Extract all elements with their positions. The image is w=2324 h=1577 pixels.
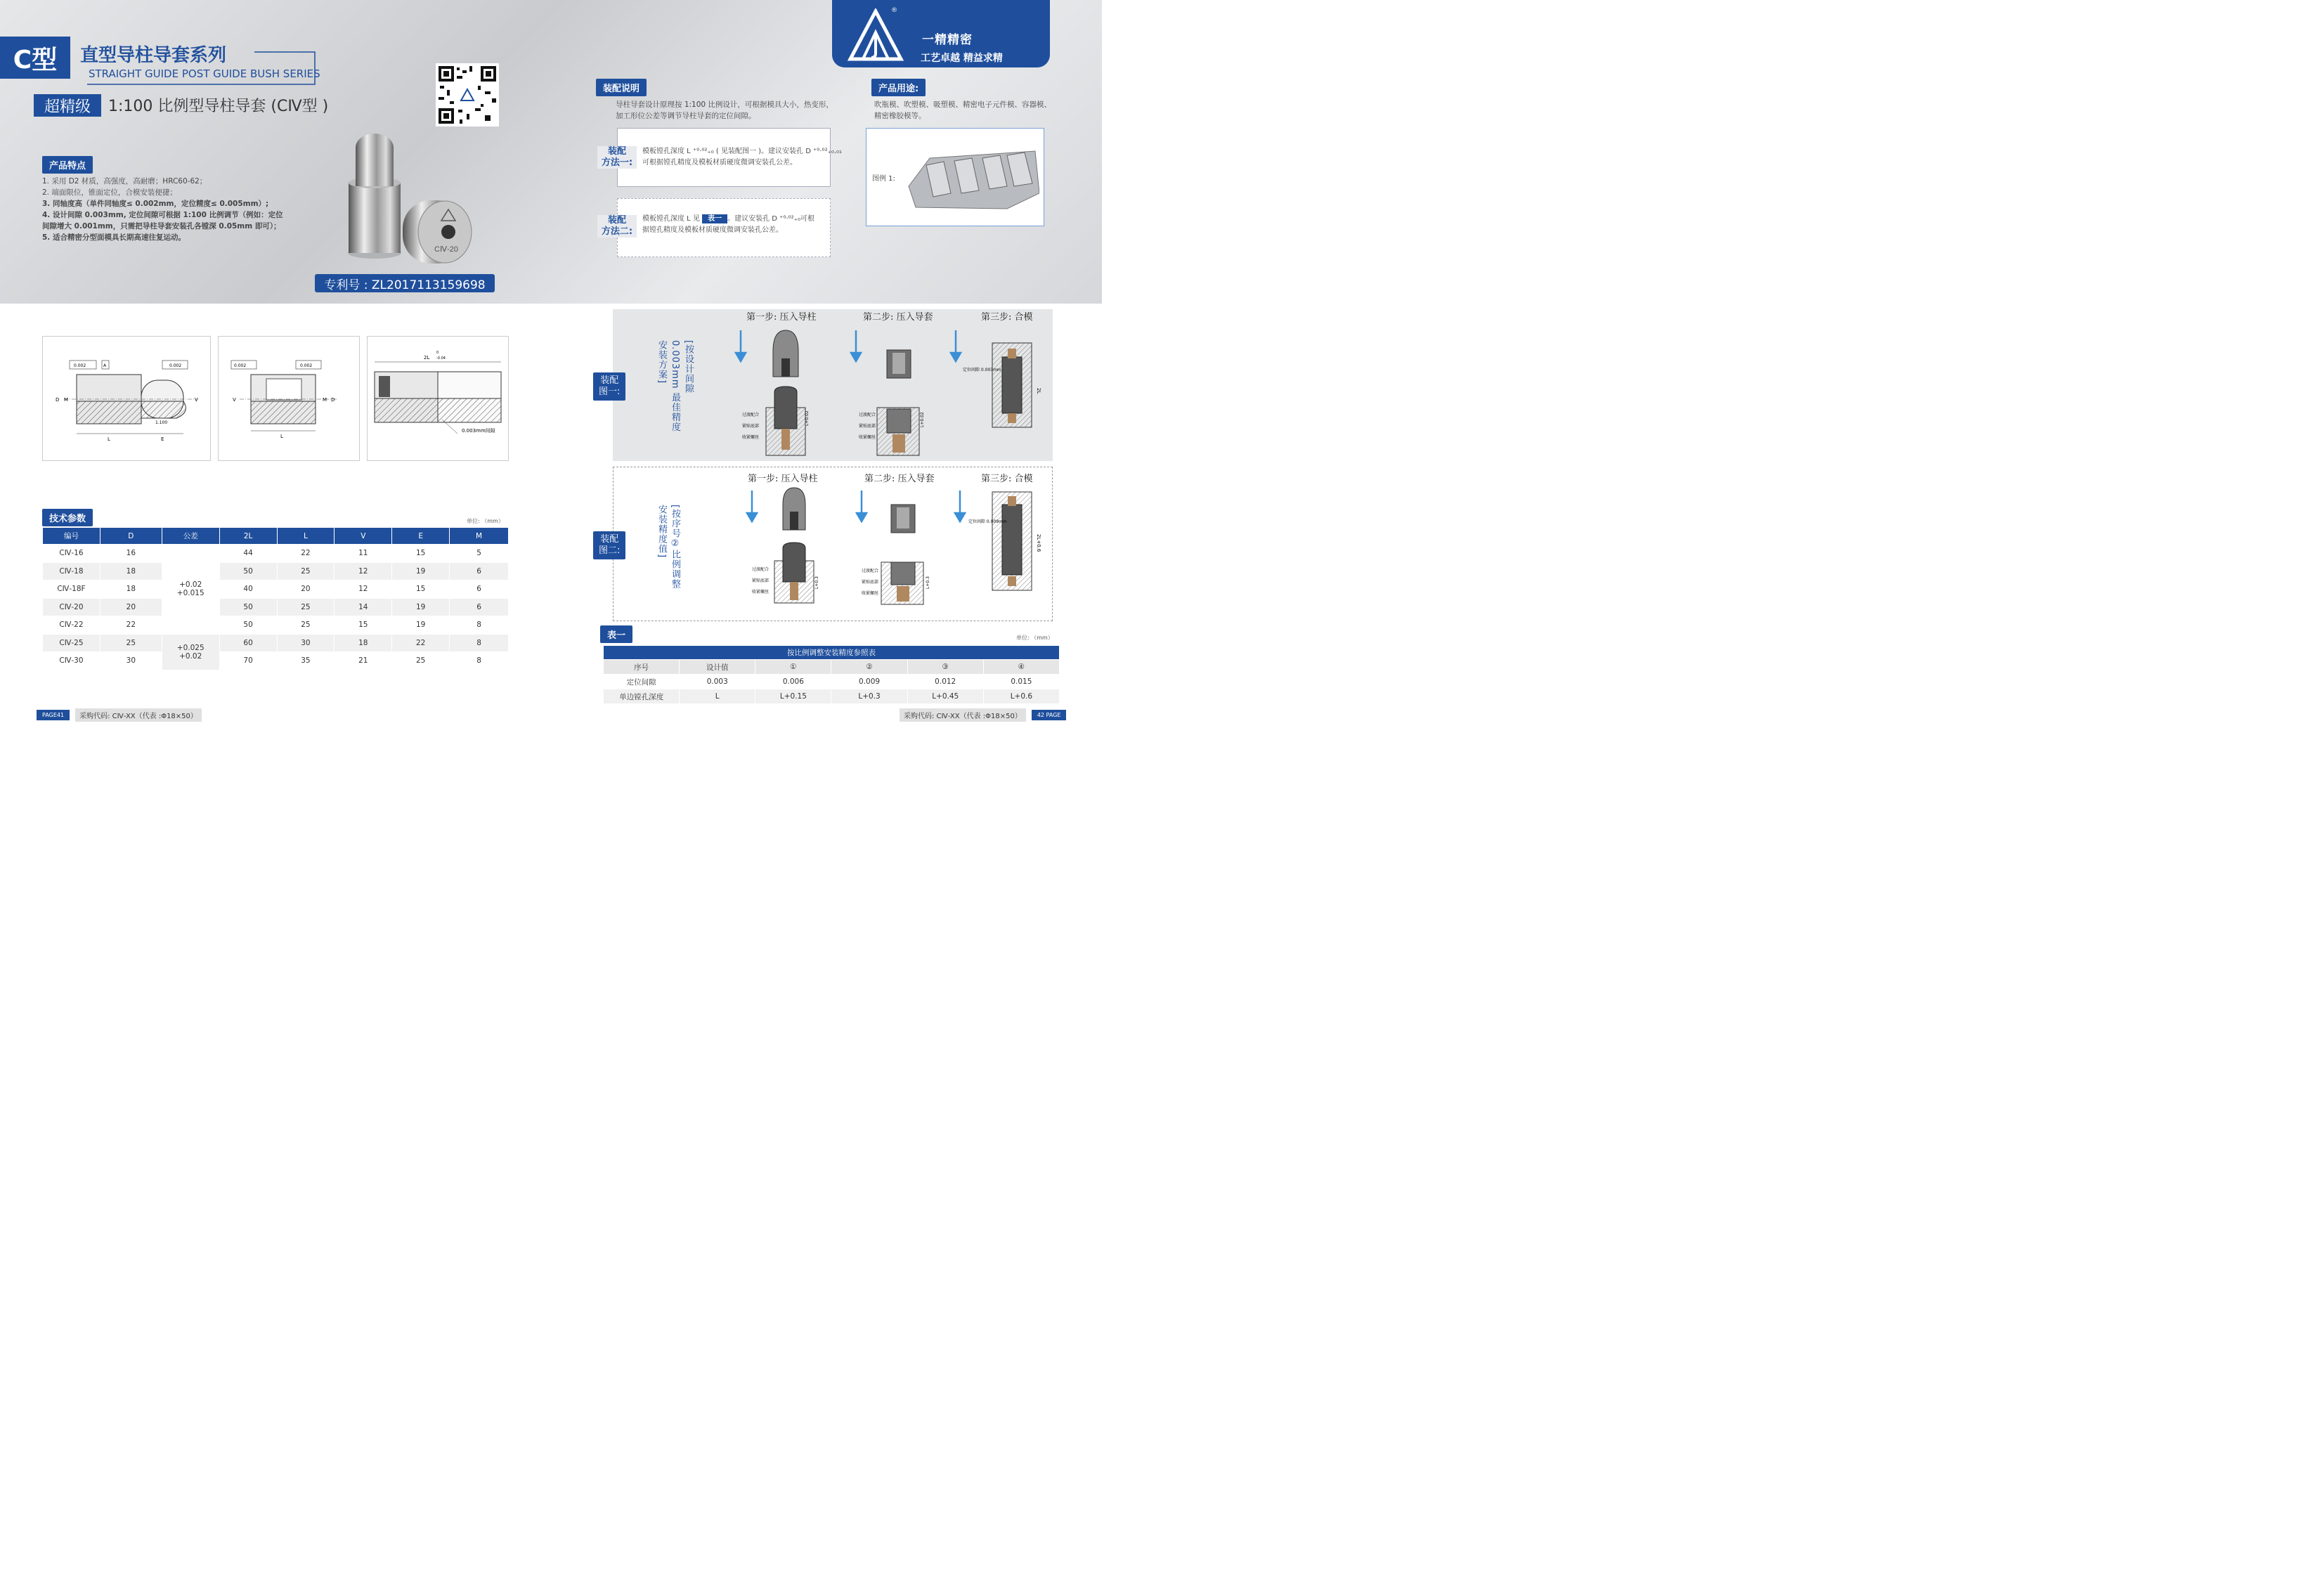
table-row: 序号 设计值 ① ② ③ ④ <box>604 660 1060 675</box>
features-label: 产品特点 <box>42 156 93 174</box>
series-title: 直型导柱导套系列 <box>80 45 227 66</box>
brand-logo-box: ® 一精精密 工艺卓越 精益求精 <box>832 0 1050 67</box>
table-row: CⅣ-30 30 70 35 21 25 8 <box>43 652 509 670</box>
tolerance-group-2: +0.025 +0.02 <box>162 634 219 670</box>
model-title: 1:100 比例型导柱导套 (CⅣ型 ) <box>108 98 329 115</box>
grade-tab: 超精级 <box>34 94 101 117</box>
table-row: CⅣ-20 20 50 25 14 19 6 <box>43 598 509 616</box>
drawing-guide-bush <box>218 336 360 461</box>
svg-text:收紧螺丝: 收紧螺丝 <box>742 435 760 440</box>
svg-text:定位间隙 0.003mm: 定位间隙 0.003mm <box>963 368 1001 372</box>
table1-unit: 单位: （mm） <box>1016 635 1053 641</box>
svg-text:过渡配合: 过渡配合 <box>742 413 760 417</box>
svg-text:0.002: 0.002 <box>234 363 247 368</box>
method2-text: 模板镗孔深度 L 见 表一 。建议安装孔 D ⁺⁰·⁰²₊₀可根 据镗孔精度及模板材质硬度微调安装孔公差。 <box>642 215 814 234</box>
example-photo-box: 图例 1: <box>866 128 1044 226</box>
guide-bush-drawing <box>219 337 361 462</box>
usage-text: 吹瓶模、吹塑模、吸塑模、精密电子元件模、容器模、 精密橡胶模等。 <box>874 100 1051 120</box>
svg-text:M: M <box>64 397 69 403</box>
fig2-step1: 第一步: 压入导柱 <box>748 474 818 484</box>
footer-right <box>900 708 1066 722</box>
svg-text:0.003mm间隙: 0.003mm间隙 <box>462 428 495 434</box>
svg-text:L+0.3: L+0.3 <box>814 576 819 589</box>
table-row: CⅣ-18 18 50 25 12 19 6 <box>43 562 509 580</box>
table1-label: 表一 <box>600 625 632 643</box>
svg-text:0: 0 <box>436 351 439 355</box>
svg-text:0.002: 0.002 <box>300 363 313 368</box>
svg-text:0.002: 0.002 <box>74 363 86 368</box>
brand-slogan: 工艺卓越 精益求精 <box>921 53 1003 64</box>
assembled-drawing <box>368 337 509 462</box>
bush-marking: CⅣ-20 <box>434 245 458 254</box>
svg-text:2L: 2L <box>424 355 430 361</box>
svg-text:过渡配合: 过渡配合 <box>862 569 879 573</box>
order-code-right: 采购代码: CⅣ-XX（代表 :Φ18×50） <box>900 708 1026 722</box>
svg-text:L+0.3: L+0.3 <box>926 576 930 589</box>
svg-text:收紧螺丝: 收紧螺丝 <box>859 435 876 440</box>
method1-text: 模板镗孔深度 L ⁺⁰·⁰²₊₀ ( 见装配图一 )。建议安装孔 D ⁺⁰·⁰²₊₀.₀₁ 可根据镗孔精度及模板材质硬度微调安装孔公差。 <box>642 148 843 167</box>
page-number-left: PAGE41 <box>37 710 70 720</box>
table-row: CⅣ-18F 18 40 20 12 15 6 <box>43 580 509 599</box>
brand-name: 一精精密 <box>922 33 973 47</box>
table-row: CⅣ-22 22 50 25 15 19 8 <box>43 616 509 635</box>
usage-label: 产品用途: <box>871 79 926 96</box>
fig1-step1: 第一步: 压入导柱 <box>746 312 817 323</box>
brand-logo-icon <box>848 8 904 62</box>
tech-params-label: 技术参数 <box>42 509 93 526</box>
method2-label: 装配 方法二: <box>597 215 637 238</box>
qr-code <box>436 63 499 126</box>
tolerance-group-1: +0.02 +0.015 <box>162 545 219 635</box>
svg-text:M: M <box>323 397 327 403</box>
features-list: 1. 采用 D2 材质，高强度，高耐磨；HRC60-62； 2. 端面限位，锥面定位，合模安装便捷； 3. 同轴度高（单件同轴度≤ 0.002mm，定位精度≤ 0.005mm）; 4. 设计间隙 0.003mm, 定位间隙可根据 1:100 比例调节（例如：定位 间隙增大 0.001mm，只需把导柱导套安装孔各镗深 0.05mm 即可）； 5. 适合精密分型面模具长期高速往复运动。 <box>42 177 283 242</box>
fig1-step2: 第二步: 压入导套 <box>863 312 933 323</box>
fig1-step3: 第三步: 合模 <box>981 312 1033 323</box>
svg-text:A: A <box>103 363 107 368</box>
fig1-label: 装配 图一: <box>593 372 625 401</box>
svg-text:1.100: 1.100 <box>155 420 168 425</box>
svg-text:紧贴底部: 紧贴底部 <box>862 580 879 585</box>
svg-text:0.002: 0.002 <box>169 363 182 368</box>
svg-text:D: D <box>56 397 60 403</box>
svg-text:紧贴底部: 紧贴底部 <box>742 424 760 429</box>
table-row: CⅣ-16 16 +0.02 +0.015 44 22 11 15 5 <box>43 545 509 563</box>
svg-text:收紧螺丝: 收紧螺丝 <box>862 591 879 596</box>
patent-number: 专利号 : ZL2017113159698 <box>315 274 495 292</box>
fig2-side-text: [按序号②比例调整安装精度值] <box>656 505 680 590</box>
method1-label: 装配 方法一: <box>597 146 637 169</box>
assembly-note-label: 装配说明 <box>596 79 647 96</box>
page-number-right: 42 PAGE <box>1032 710 1067 720</box>
svg-text:定位间隙 0.009mm: 定位间隙 0.009mm <box>968 519 1007 524</box>
table-row: 定位间隙 0.003 0.006 0.009 0.012 0.015 <box>604 675 1060 689</box>
fig2-step3: 第三步: 合模 <box>981 474 1033 484</box>
svg-text:L: L <box>280 434 283 439</box>
table1 <box>603 645 1060 704</box>
table-row: CⅣ-25 25 +0.025 +0.02 60 30 18 22 8 <box>43 634 509 652</box>
svg-text:2L+0.6: 2L+0.6 <box>1036 534 1041 552</box>
drawing-assembled <box>367 336 509 461</box>
mold-photo <box>902 144 1039 212</box>
type-badge: C型 <box>0 37 70 79</box>
footer-left <box>37 708 202 722</box>
fig2-label: 装配 图二: <box>593 531 625 559</box>
table1-title: 按比例调整安装精度参照表 <box>604 646 1060 660</box>
drawing-guide-post <box>42 336 211 461</box>
svg-text:E: E <box>161 436 164 442</box>
fig1-side-text: [按设计间隙 0.003mm 最佳精度安装方案] <box>656 340 694 432</box>
assembly-diagrams <box>731 323 1054 618</box>
table1-ref: 表一 <box>702 214 727 223</box>
table-row: 单边镗孔深度 L L+0.15 L+0.3 L+0.45 L+0.6 <box>604 689 1060 704</box>
svg-text:2L: 2L <box>1036 388 1041 394</box>
svg-text:V: V <box>233 397 236 403</box>
svg-text:紧贴底部: 紧贴底部 <box>752 578 770 583</box>
svg-text:D: D <box>331 397 335 403</box>
svg-text:V: V <box>195 397 198 403</box>
assembly-note-text: 导柱导套设计原理按 1:100 比例设计，可根据模具大小，热变形， 加工形位公差等调节导柱导套的定位间隙。 <box>616 100 833 120</box>
svg-text:L: L <box>108 436 110 442</box>
svg-text:收紧螺丝: 收紧螺丝 <box>752 590 770 595</box>
product-photo <box>343 134 483 274</box>
svg-text:过渡配合: 过渡配合 <box>752 567 770 572</box>
svg-text:过渡配合: 过渡配合 <box>859 413 876 417</box>
fig2-step2: 第二步: 压入导套 <box>864 474 935 484</box>
svg-text:L+0.02: L+0.02 <box>920 412 925 427</box>
tech-params-table: 编号 D 公差 2L L V E M CⅣ-16 16 +0.02 +0.015 44 22 11 15 5 CⅣ-18 18 50 25 12 19 6 CⅣ-18F 18 40 20 12 15 6 CⅣ-20 20 50 25 14 19 6 CⅣ-22 22 50 25 15 19 8 CⅣ-25 25 +0.025 +0.02 60 30 18 22 8 CⅣ-30 30 70 35 21 25 8 <box>42 527 509 670</box>
svg-text:L+0.02: L+0.02 <box>805 410 810 426</box>
svg-text:-0.04: -0.04 <box>436 356 446 361</box>
svg-text:紧贴底部: 紧贴底部 <box>859 424 876 429</box>
tech-unit: 单位: （mm） <box>467 518 504 524</box>
order-code-left: 采购代码: CⅣ-XX（代表 :Φ18×50） <box>75 708 202 722</box>
guide-post-drawing <box>43 337 212 462</box>
series-subtitle-en: STRAIGHT GUIDE POST GUIDE BUSH SERIES <box>89 67 320 80</box>
